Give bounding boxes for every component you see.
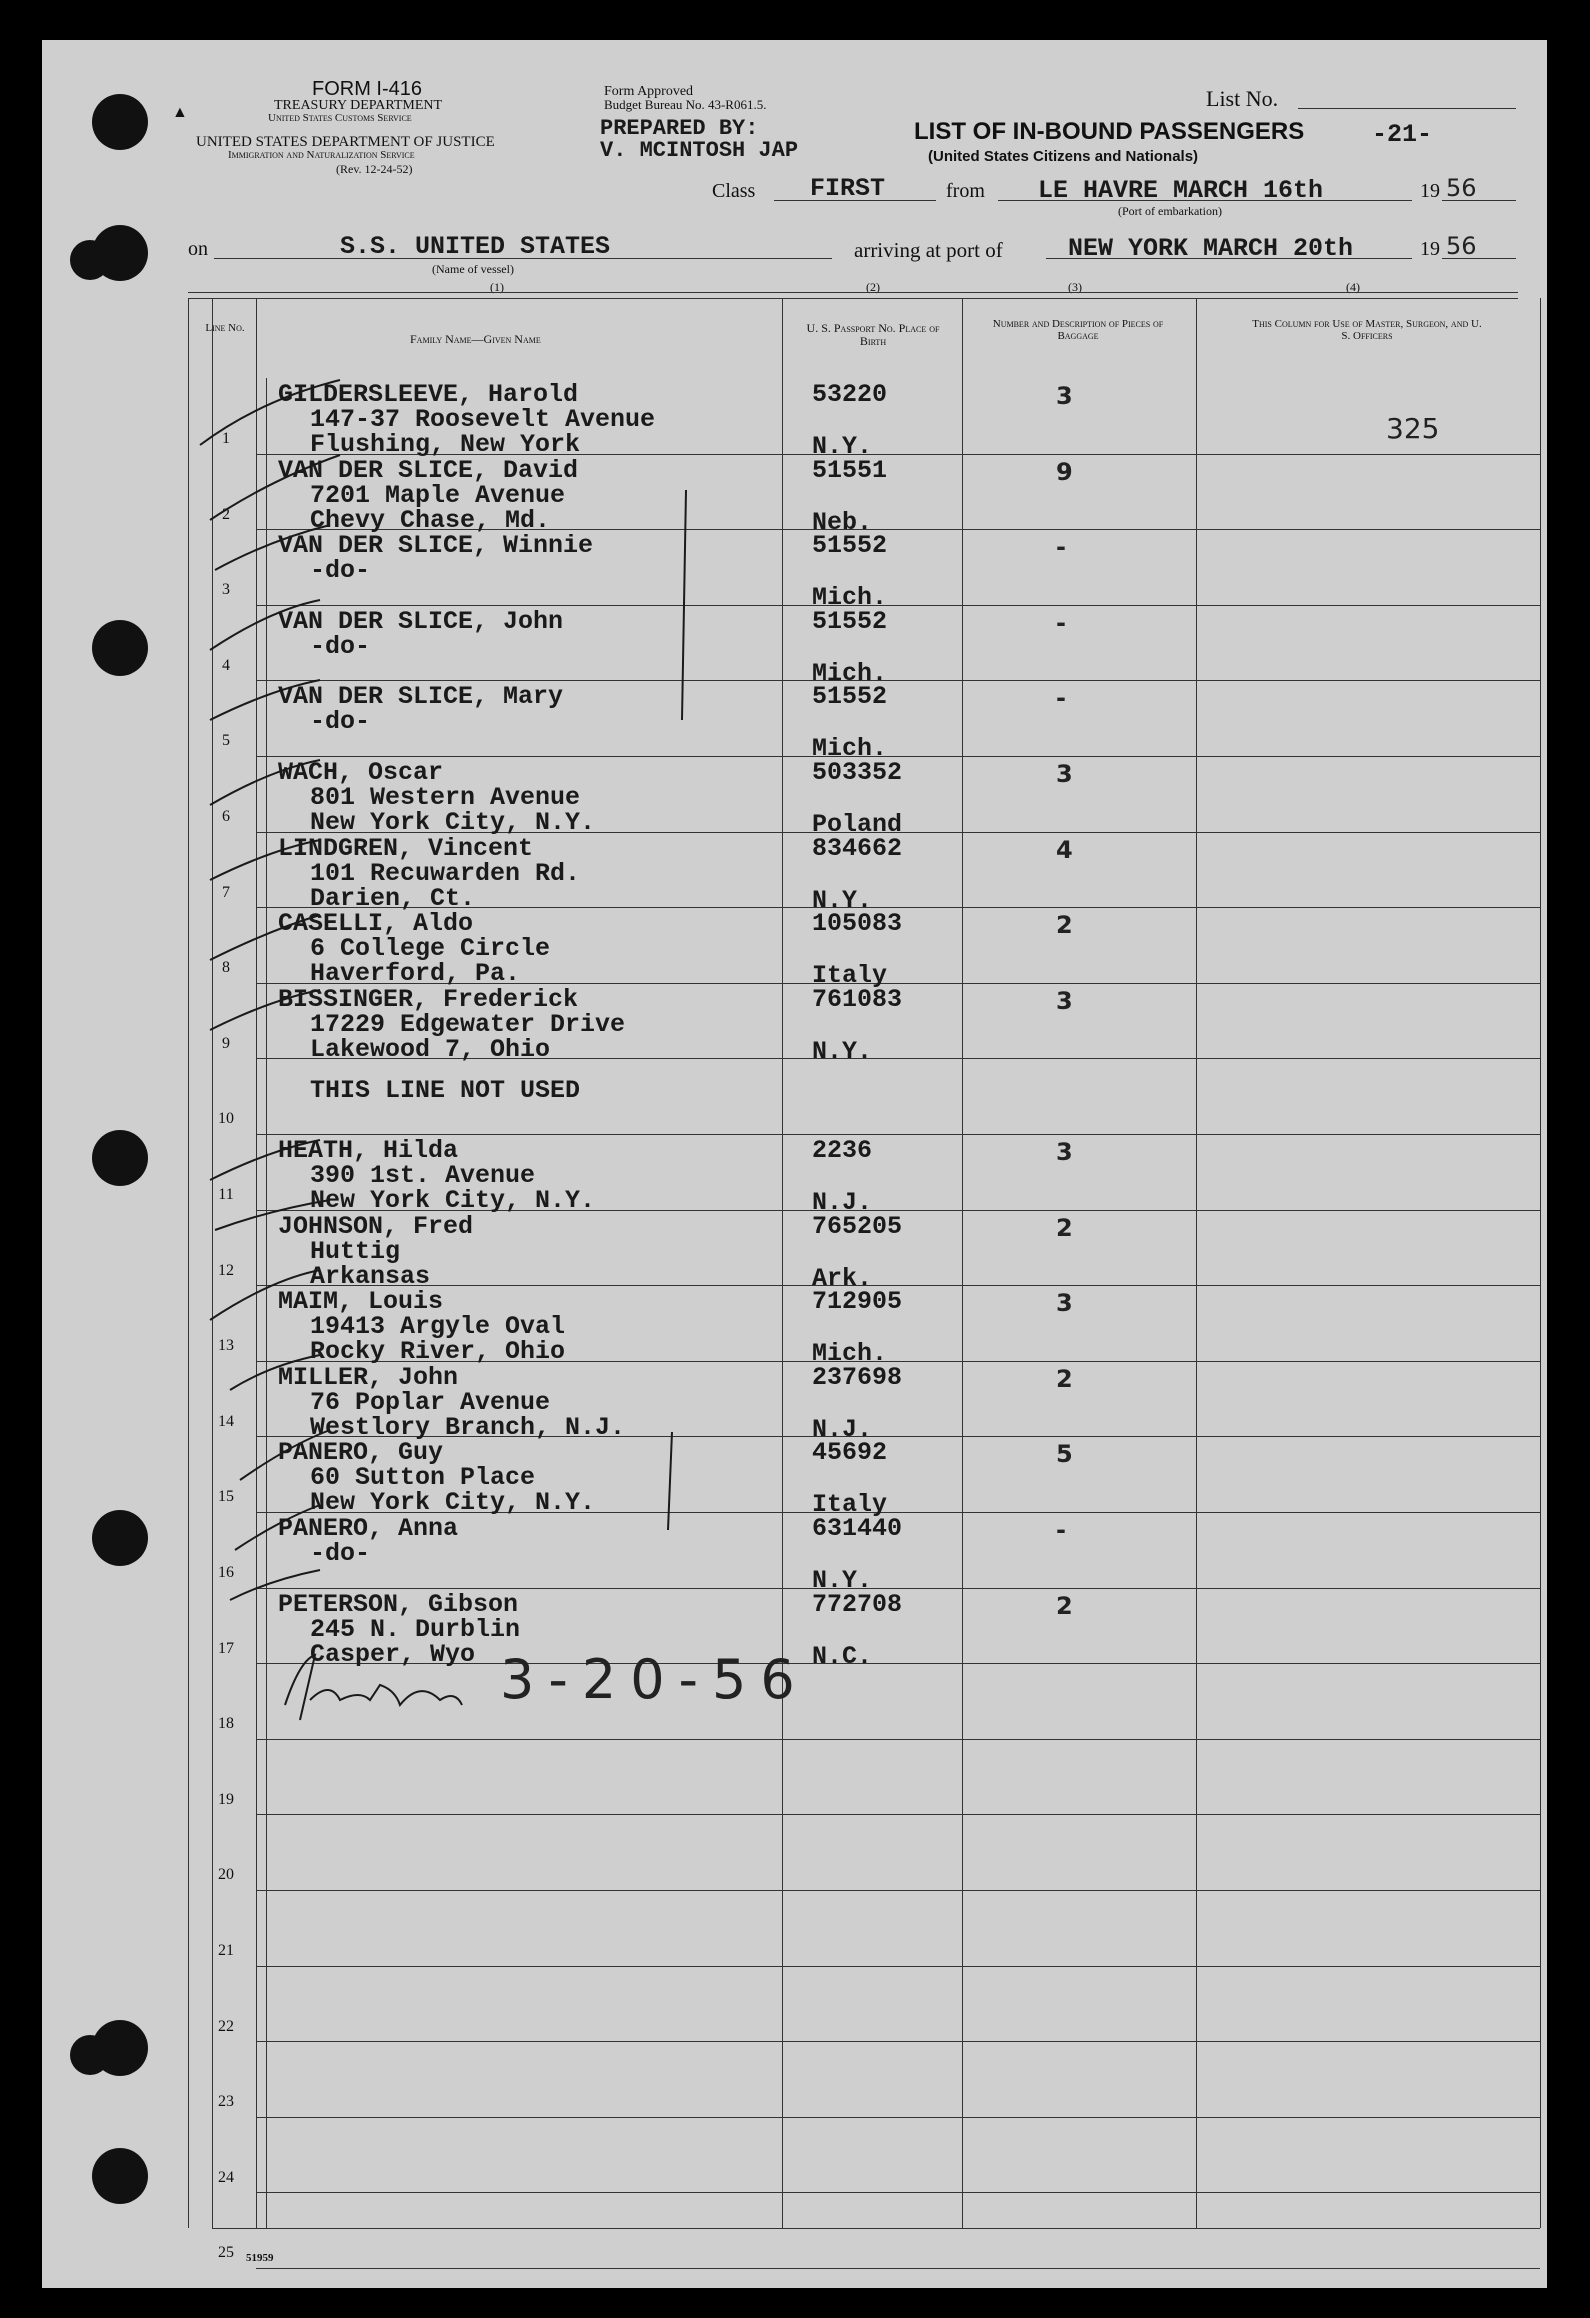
vertical-mark bbox=[668, 1432, 672, 1530]
year-prefix-2: 19 bbox=[1420, 238, 1440, 260]
passport-number: 45692 bbox=[812, 1438, 888, 1468]
place-of-birth: Italy bbox=[812, 1490, 888, 1520]
address-line-1: -do- bbox=[310, 556, 371, 586]
place-of-birth: N.Y. bbox=[812, 1566, 873, 1595]
baggage-count: 3 bbox=[1056, 760, 1073, 788]
passport-number: 765205 bbox=[812, 1211, 903, 1241]
embarkation-caption: (Port of embarkation) bbox=[1118, 204, 1222, 218]
passenger-name: PETERSON, Gibson bbox=[278, 1589, 519, 1619]
address-line-1: -do- bbox=[310, 707, 371, 737]
vertical-mark bbox=[682, 490, 686, 720]
passenger-name: VAN DER SLICE, David bbox=[278, 455, 579, 485]
footer-code: 51959 bbox=[246, 2252, 274, 2264]
preparer-name: V. MCINTOSH JAP bbox=[600, 138, 799, 163]
line-number: 12 bbox=[218, 1261, 234, 1279]
column-header-line: Line No. bbox=[205, 322, 245, 334]
address-line-2: Lakewood 7, Ohio bbox=[310, 1034, 551, 1064]
passport-number: 51551 bbox=[812, 455, 888, 485]
baggage-count: 9 bbox=[1056, 457, 1073, 486]
baggage-count: 2 bbox=[1056, 1591, 1073, 1620]
place-of-birth: Mich. bbox=[812, 1339, 888, 1369]
form-number: FORM I-416 bbox=[312, 78, 423, 100]
tick-mark bbox=[230, 1355, 320, 1390]
passenger-name: BISSINGER, Frederick bbox=[278, 984, 579, 1014]
column-number: (4) bbox=[1346, 280, 1360, 294]
line-number: 3 bbox=[222, 581, 230, 599]
passenger-name: CASELLI, Aldo bbox=[278, 909, 474, 939]
place-of-birth: N.Y. bbox=[812, 432, 873, 461]
passport-number: 631440 bbox=[812, 1514, 903, 1543]
passenger-name: PANERO, Anna bbox=[278, 1514, 459, 1543]
column-number: (3) bbox=[1068, 280, 1082, 294]
address-line-1: 19413 Argyle Oval bbox=[310, 1312, 566, 1342]
place-of-birth: Mich. bbox=[812, 583, 888, 613]
baggage-count: 2 bbox=[1056, 1364, 1073, 1393]
address-line-1: 17229 Edgewater Drive bbox=[310, 1009, 626, 1039]
passenger-name: HEATH, Hilda bbox=[278, 1136, 459, 1165]
baggage-count: 3 bbox=[1056, 1138, 1073, 1166]
address-line-1: 6 College Circle bbox=[310, 934, 551, 964]
passenger-name: MILLER, John bbox=[278, 1362, 459, 1392]
baggage-count: 2 bbox=[1056, 911, 1073, 940]
line-number: 1 bbox=[222, 430, 230, 447]
tick-mark bbox=[240, 1430, 330, 1480]
list-number: -21- bbox=[1372, 120, 1433, 149]
tick-mark bbox=[210, 1140, 320, 1180]
line-number: 13 bbox=[218, 1337, 234, 1355]
address-line-1: -do- bbox=[310, 1539, 371, 1568]
line-number: 22 bbox=[218, 2017, 234, 2035]
passport-number: 2236 bbox=[812, 1136, 873, 1165]
tick-mark bbox=[215, 525, 330, 570]
passport-number: 761083 bbox=[812, 984, 903, 1014]
line-number: 25 bbox=[218, 2244, 234, 2262]
tick-mark bbox=[210, 840, 320, 880]
tick-mark bbox=[210, 680, 320, 720]
place-of-birth: Mich. bbox=[812, 658, 888, 688]
tick-mark bbox=[210, 915, 320, 960]
line-number: 2 bbox=[222, 505, 230, 523]
baggage-count: - bbox=[1056, 533, 1066, 562]
address-line-2: New York City, N.Y. bbox=[310, 1186, 596, 1215]
tick-mark bbox=[210, 1270, 320, 1320]
from-label: from bbox=[946, 180, 985, 202]
passport-number: 503352 bbox=[812, 758, 903, 787]
passport-number: 51552 bbox=[812, 606, 888, 636]
line-number: 7 bbox=[222, 883, 230, 901]
line-number: 20 bbox=[218, 1866, 234, 1884]
address-line-1: Huttig bbox=[310, 1236, 401, 1266]
budget-bureau: Budget Bureau No. 43-R061.5. bbox=[604, 97, 767, 112]
embarkation-port: LE HAVRE MARCH 16th bbox=[1038, 176, 1324, 205]
passport-number: 51552 bbox=[812, 682, 888, 712]
arrival-port: NEW YORK MARCH 20th bbox=[1068, 234, 1354, 263]
signature bbox=[285, 1655, 462, 1720]
passenger-name: VAN DER SLICE, John bbox=[278, 606, 564, 636]
address-line-2: New York City, N.Y. bbox=[310, 1488, 596, 1518]
address-line-1: 60 Sutton Place bbox=[310, 1463, 536, 1493]
vessel-name: S.S. UNITED STATES bbox=[340, 232, 611, 261]
tick-mark bbox=[215, 1200, 330, 1230]
place-of-birth: Italy bbox=[812, 961, 888, 991]
address-line-1: 7201 Maple Avenue bbox=[310, 480, 566, 510]
address-line-1: 390 1st. Avenue bbox=[310, 1161, 536, 1190]
class-value: FIRST bbox=[810, 174, 886, 203]
passenger-name: VAN DER SLICE, Winnie bbox=[278, 531, 594, 561]
tick-mark bbox=[210, 455, 340, 520]
line-number: 8 bbox=[222, 959, 230, 977]
baggage-count: 2 bbox=[1056, 1213, 1073, 1242]
line-number: 18 bbox=[218, 1715, 234, 1733]
line-number: 19 bbox=[218, 1790, 234, 1808]
line-number: 23 bbox=[218, 2093, 234, 2111]
column-header-name: Family Name—Given Name bbox=[410, 332, 541, 346]
passport-number: 53220 bbox=[812, 380, 888, 409]
address-line-1: 147-37 Roosevelt Avenue bbox=[310, 405, 656, 434]
year-1: 56 bbox=[1446, 174, 1477, 202]
passport-number: 712905 bbox=[812, 1287, 903, 1317]
tick-mark bbox=[230, 1570, 320, 1600]
passenger-name: VAN DER SLICE, Mary bbox=[278, 682, 564, 712]
address-line-2: Chevy Chase, Md. bbox=[310, 505, 551, 535]
line-number: 6 bbox=[222, 808, 230, 825]
list-title: LIST OF IN-BOUND PASSENGERS bbox=[914, 118, 1305, 145]
baggage-count: 5 bbox=[1056, 1440, 1073, 1469]
triangle-icon: ▲ bbox=[172, 104, 188, 121]
baggage-count: - bbox=[1056, 684, 1066, 713]
column-header-officers: This Column for Use of Master, Surgeon, and U. S. Officers bbox=[1252, 318, 1482, 342]
officer-note: 325 bbox=[1386, 412, 1440, 445]
place-of-birth: Ark. bbox=[812, 1263, 873, 1293]
place-of-birth: N.C. bbox=[812, 1641, 873, 1671]
line-number: 5 bbox=[222, 732, 230, 750]
on-label: on bbox=[188, 238, 208, 260]
tick-mark bbox=[210, 990, 320, 1030]
address-line-1: -do- bbox=[310, 631, 371, 661]
line-number: 14 bbox=[218, 1412, 234, 1430]
vessel-caption: (Name of vessel) bbox=[432, 262, 514, 276]
line-number: 10 bbox=[218, 1110, 234, 1128]
address-line-2: Casper, Wyo bbox=[310, 1639, 476, 1669]
baggage-count: 3 bbox=[1056, 1289, 1073, 1318]
prepared-by: PREPARED BY: bbox=[600, 116, 759, 141]
passport-number: 51552 bbox=[812, 531, 888, 561]
column-header-baggage: Number and Description of Pieces of Baggage bbox=[992, 318, 1164, 342]
list-subtitle: (United States Citizens and Nationals) bbox=[928, 148, 1199, 165]
address-line-1: 801 Western Avenue bbox=[310, 783, 581, 812]
ins-label: Immigration and Naturalization Service bbox=[228, 149, 415, 161]
baggage-count: 3 bbox=[1056, 986, 1073, 1015]
passport-number: 105083 bbox=[812, 909, 903, 939]
address-line-2: Rocky River, Ohio bbox=[310, 1337, 566, 1367]
justice-department: UNITED STATES DEPARTMENT OF JUSTICE bbox=[196, 134, 495, 150]
address-line-2: Darien, Ct. bbox=[310, 883, 476, 913]
place-of-birth: Poland bbox=[812, 810, 903, 839]
line-number: 11 bbox=[218, 1186, 234, 1203]
place-of-birth: Mich. bbox=[812, 734, 888, 764]
address-line-2: Haverford, Pa. bbox=[310, 959, 521, 989]
tick-mark bbox=[235, 1505, 320, 1550]
baggage-count: - bbox=[1056, 1516, 1066, 1544]
passport-number: 834662 bbox=[812, 833, 903, 863]
address-line-1: 245 N. Durblin bbox=[310, 1614, 521, 1644]
department: TREASURY DEPARTMENT bbox=[274, 98, 443, 113]
passenger-name: GILDERSLEEVE, Harold bbox=[278, 380, 579, 409]
place-of-birth: Neb. bbox=[812, 507, 873, 537]
line-number: 21 bbox=[218, 1942, 234, 1959]
passenger-name: WACH, Oscar bbox=[278, 758, 444, 787]
tick-mark bbox=[210, 600, 320, 650]
address-line-1: 101 Recuwarden Rd. bbox=[310, 858, 581, 888]
column-header-passport: U. S. Passport No. Place of Birth bbox=[806, 321, 940, 348]
class-label: Class bbox=[712, 180, 756, 202]
tick-mark bbox=[210, 760, 320, 805]
passenger-name: JOHNSON, Fred bbox=[278, 1211, 474, 1241]
baggage-count: 3 bbox=[1056, 382, 1073, 410]
baggage-count: 4 bbox=[1056, 835, 1073, 864]
column-number: (1) bbox=[490, 280, 504, 294]
address-line-2: New York City, N.Y. bbox=[310, 808, 596, 837]
address-line-2: Arkansas bbox=[310, 1261, 431, 1291]
line-number: 9 bbox=[222, 1034, 230, 1052]
line-number: 17 bbox=[218, 1639, 234, 1657]
place-of-birth: N.Y. bbox=[812, 885, 873, 915]
signature-date: 3-20-56 bbox=[500, 1648, 809, 1711]
address-line-2: Westlory Branch, N.J. bbox=[310, 1412, 626, 1442]
passport-number: 237698 bbox=[812, 1362, 903, 1392]
place-of-birth: N.J. bbox=[812, 1188, 873, 1217]
line-number: 16 bbox=[218, 1564, 234, 1581]
list-no-label: List No. bbox=[1206, 86, 1279, 111]
baggage-count: - bbox=[1056, 608, 1066, 637]
passport-number: 772708 bbox=[812, 1589, 903, 1619]
passenger-name: LINDGREN, Vincent bbox=[278, 833, 534, 863]
line-number: 15 bbox=[218, 1488, 234, 1506]
customs-service: United States Customs Service bbox=[268, 112, 412, 124]
passenger-name: PANERO, Guy bbox=[278, 1438, 444, 1468]
place-of-birth: N.J. bbox=[812, 1414, 873, 1444]
tick-mark bbox=[200, 380, 340, 445]
form-approved: Form Approved bbox=[604, 84, 694, 99]
address-line-1: THIS LINE NOT USED bbox=[310, 1076, 581, 1106]
arriving-label: arriving at port of bbox=[854, 238, 1003, 262]
year-prefix-1: 19 bbox=[1420, 180, 1440, 202]
line-number: 24 bbox=[218, 2168, 234, 2186]
address-line-2: Flushing, New York bbox=[310, 430, 581, 459]
year-2: 56 bbox=[1446, 232, 1477, 260]
line-number: 4 bbox=[222, 656, 230, 674]
revision: (Rev. 12-24-52) bbox=[336, 162, 413, 176]
column-number: (2) bbox=[866, 280, 880, 294]
address-line-1: 76 Poplar Avenue bbox=[310, 1387, 551, 1417]
place-of-birth: N.Y. bbox=[812, 1036, 873, 1066]
passenger-name: MAIM, Louis bbox=[278, 1287, 444, 1317]
